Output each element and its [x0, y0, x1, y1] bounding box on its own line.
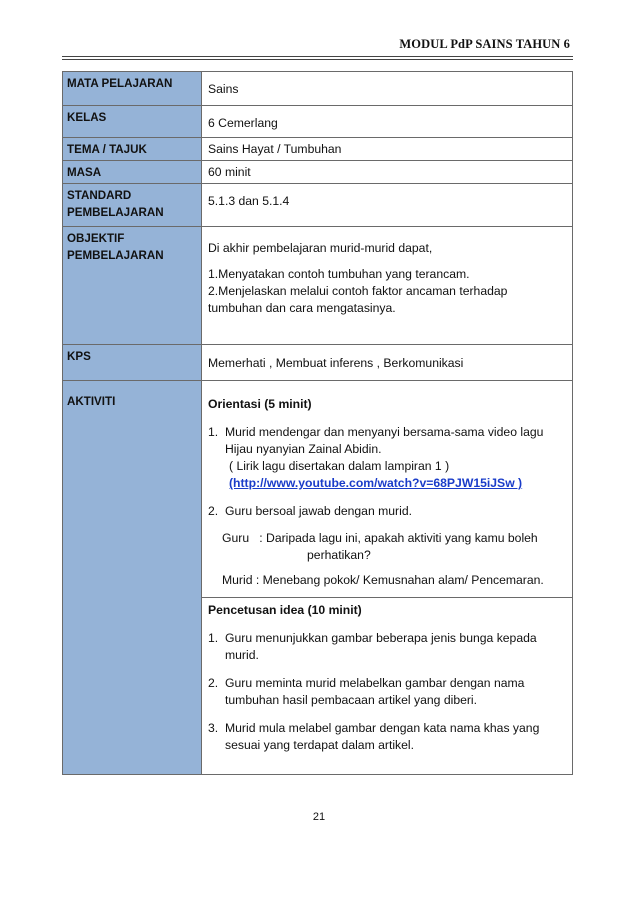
row-activity-orientation	[63, 381, 573, 598]
idea-step-1-number: 1.	[208, 631, 219, 645]
orientation-content	[208, 381, 564, 589]
orientation-step-1	[208, 424, 564, 492]
idea-step-1-line1: Guru menunjukkan gambar beberapa jenis bunga kepada	[225, 631, 537, 645]
teacher-line-1: Daripada lagu ini, apakah aktiviti yang kamu boleh	[266, 531, 538, 545]
teacher-line-2: perhatikan?	[307, 548, 371, 562]
row-kps	[63, 345, 573, 381]
label-kps: KPS	[63, 345, 202, 381]
orientation-step-2-number: 2.	[208, 504, 219, 518]
idea-step-3	[208, 720, 564, 754]
idea-step-2-line1: Guru meminta murid melabelkan gambar dengan nama	[225, 676, 525, 690]
page-header-title: MODUL PdP SAINS TAHUN 6	[399, 37, 570, 51]
value-theme: Sains Hayat / Tumbuhan	[208, 142, 342, 156]
label-objective-line2: PEMBELAJARAN	[67, 249, 164, 262]
orientation-steps	[208, 424, 564, 520]
header-rule-top	[62, 56, 573, 57]
pupil-dialogue: Murid : Menebang pokok/ Kemusnahan alam/ Pencemaran.	[222, 573, 544, 587]
row-subject	[63, 72, 573, 106]
header-rule-bottom	[62, 59, 573, 60]
value-time: 60 minit	[208, 165, 251, 179]
orientation-heading: Orientasi (5 minit)	[208, 397, 312, 411]
label-objective-line1: OBJEKTIF	[67, 232, 125, 245]
page-number: 21	[312, 811, 326, 823]
orientation-step-2	[208, 503, 564, 520]
value-kps: Memerhati , Membuat inferens , Berkomunikasi	[208, 356, 464, 370]
label-standard-line2: PEMBELAJARAN	[67, 206, 164, 219]
value-standard: 5.1.3 dan 5.1.4	[208, 194, 290, 208]
orientation-step-1-line1: Murid mendengar dan menyanyi bersama-sama video lagu	[225, 425, 544, 439]
idea-step-2-line2: tumbuhan hasil pembacaan artikel yang diberi.	[225, 693, 478, 707]
row-theme	[63, 138, 573, 161]
idea-step-1	[208, 630, 564, 664]
idea-step-3-line2: sesuai yang terdapat dalam artikel.	[225, 738, 415, 752]
idea-step-1-line2: murid.	[225, 648, 259, 662]
idea-content	[208, 598, 564, 754]
objective-intro: Di akhir pembelajaran murid-murid dapat,	[208, 241, 433, 255]
idea-steps	[208, 630, 564, 754]
idea-step-3-number: 3.	[208, 721, 219, 735]
label-activity: AKTIVITI	[63, 381, 202, 775]
label-theme: TEMA / TAJUK	[63, 138, 202, 161]
objective-item-2-line2: tumbuhan dan cara mengatasinya.	[208, 301, 396, 315]
value-class: 6 Cemerlang	[208, 116, 278, 130]
label-objective	[63, 227, 202, 345]
orientation-step-1-line2: Hijau nyanyian Zainal Abidin.	[225, 442, 382, 456]
teacher-dialogue	[208, 530, 564, 564]
label-standard	[63, 184, 202, 227]
label-time: MASA	[63, 161, 202, 184]
label-standard-line1: STANDARD	[67, 189, 132, 202]
lesson-plan-table	[62, 71, 573, 775]
row-time	[63, 161, 573, 184]
orientation-step-2-text: Guru bersoal jawab dengan murid.	[225, 504, 412, 518]
teacher-label: Guru :	[222, 531, 267, 545]
row-class	[63, 106, 573, 138]
idea-step-3-line1: Murid mula melabel gambar dengan kata nama khas yang	[225, 721, 540, 735]
orientation-step-1-number: 1.	[208, 425, 219, 439]
value-subject: Sains	[208, 82, 239, 96]
row-objective	[63, 227, 573, 345]
label-subject: MATA PELAJARAN	[63, 72, 202, 106]
row-standard	[63, 184, 573, 227]
idea-step-2	[208, 675, 564, 709]
idea-step-2-number: 2.	[208, 676, 219, 690]
objective-item-1: 1.Menyatakan contoh tumbuhan yang terancam.	[208, 267, 470, 281]
label-class: KELAS	[63, 106, 202, 138]
orientation-step-1-line3: ( Lirik lagu disertakan dalam lampiran 1 )	[229, 459, 450, 473]
objective-item-2-line1: 2.Menjelaskan melalui contoh faktor ancaman terhadap	[208, 284, 508, 298]
idea-heading: Pencetusan idea (10 minit)	[208, 603, 362, 617]
objective-content	[208, 227, 564, 317]
youtube-link[interactable]: (http://www.youtube.com/watch?v=68PJW15iJSw )	[229, 476, 523, 490]
